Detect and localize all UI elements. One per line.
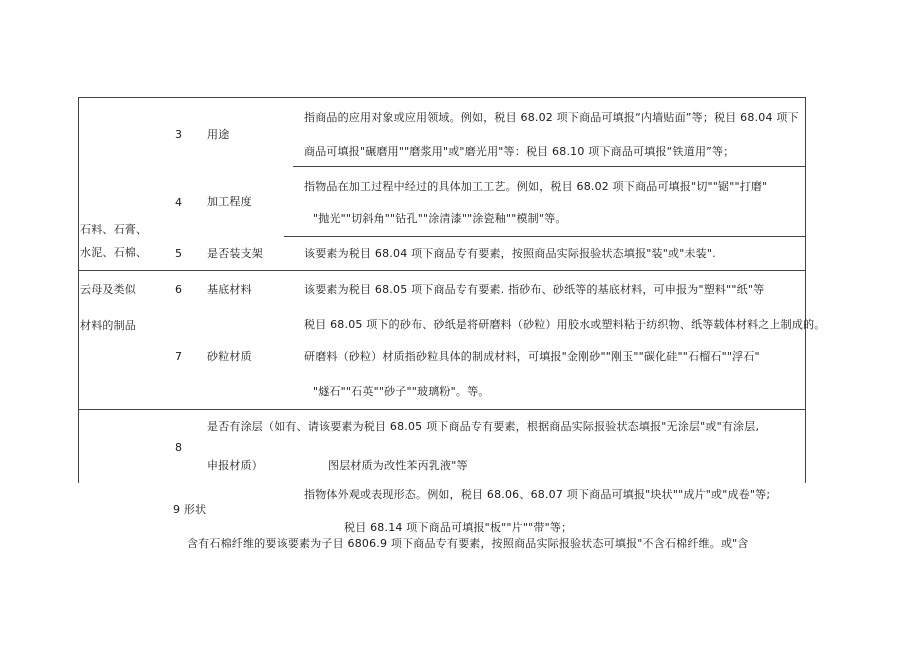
category-line-4: 材料的制品: [80, 319, 136, 332]
row-divider-7-8: [78, 409, 805, 410]
row-5-number: 5: [175, 247, 183, 260]
row-5-description: 该要素为税目 68.04 项下商品专有要素，按照商品实际报验状态填报"装"或"未装".: [304, 247, 716, 260]
row-6-name: 基底材料: [207, 283, 252, 296]
row-7-description-line-2: "燧石""石英""砂子""玻璃粉"。等。: [313, 385, 490, 398]
row-divider-5-6: [78, 270, 805, 271]
row-4-name: 加工程度: [207, 195, 252, 208]
category-line-1: 石料、石膏、: [80, 223, 148, 236]
row-6-description-line-1: 该要素为税目 68.05 项下商品专有要素. 指砂布、砂纸等的基底材料，可申报为"塑料""纸"等: [304, 283, 765, 296]
row-3-number: 3: [175, 128, 183, 141]
row-3-description-line-1: 指商品的应用对象或应用领域。例如，税目 68.02 项下商品可填报“内墙贴面”等；税目 68.04 项下: [304, 111, 799, 124]
row-3-name: 用途: [207, 128, 230, 141]
category-line-3: 云母及类似: [80, 283, 136, 296]
row-7-name: 砂粒材质: [207, 350, 252, 363]
row-9-label: 9 形状: [173, 503, 207, 516]
row-8-text-line-1: 是否有涂层（如有、请该要素为税目 68.05 项下商品专有要素，根据商品实际报验状态填报"无涂层"或"有涂层,: [207, 420, 760, 433]
row-6-number: 6: [175, 283, 183, 296]
row-divider-3-4: [293, 166, 805, 167]
row-4-number: 4: [175, 196, 183, 209]
row-9-text-line-1: 指物体外观或表现形态。例如，税目 68.06、68.07 项下商品可填报"块状""成片"或"成卷"等;: [304, 488, 771, 501]
row-9-text-line-3: 含有石棉纤维的要该要素为子目 6806.9 项下商品专有要素，按照商品实际报验状态可填报"不含石棉纤维。或"含: [187, 537, 749, 550]
row-8-text-line-2-b: 图层材质为改性苯丙乳液"等: [328, 459, 468, 472]
row-3-description-line-2: 商品可填报"碾磨用""磨浆用"或"磨光用"等：税目 68.10 项下商品可填报“铁道用”等；: [304, 145, 735, 158]
row-5-name: 是否装支架: [207, 247, 263, 260]
row-8-number: 8: [175, 441, 183, 454]
row-divider-4-5: [284, 236, 805, 237]
row-4-description-line-1: 指物品在加工过程中经过的具体加工工艺。例如，税目 68.02 项下商品可填报"切""锯""打磨": [304, 180, 768, 193]
table-right-border: [805, 97, 806, 483]
category-line-2: 水泥、石棉、: [80, 246, 148, 259]
row-9-text-line-2: 税目 68.14 项下商品可填报"板""片""带"等；: [344, 521, 573, 534]
table-left-border: [78, 97, 79, 483]
row-7-number: 7: [175, 350, 183, 363]
row-6-description-line-2: 税目 68.05 项下的砂布、砂纸是将研磨料（砂粒）用胶水或塑料粘于纺织物、纸等载体材料之上制成的。: [304, 318, 826, 331]
row-8-text-line-2-a: 申报材质）: [207, 459, 263, 472]
table-top-border: [78, 97, 805, 98]
row-7-description-line-1: 研磨料（砂粒）材质指砂粒具体的制成材料，可填报"金刚砂""刚玉""碳化硅""石榴石""浮石": [304, 350, 760, 363]
row-4-description-line-2: "抛光""切斜角""钻孔""涂清漆""涂瓷釉""模制"等。: [313, 212, 567, 225]
